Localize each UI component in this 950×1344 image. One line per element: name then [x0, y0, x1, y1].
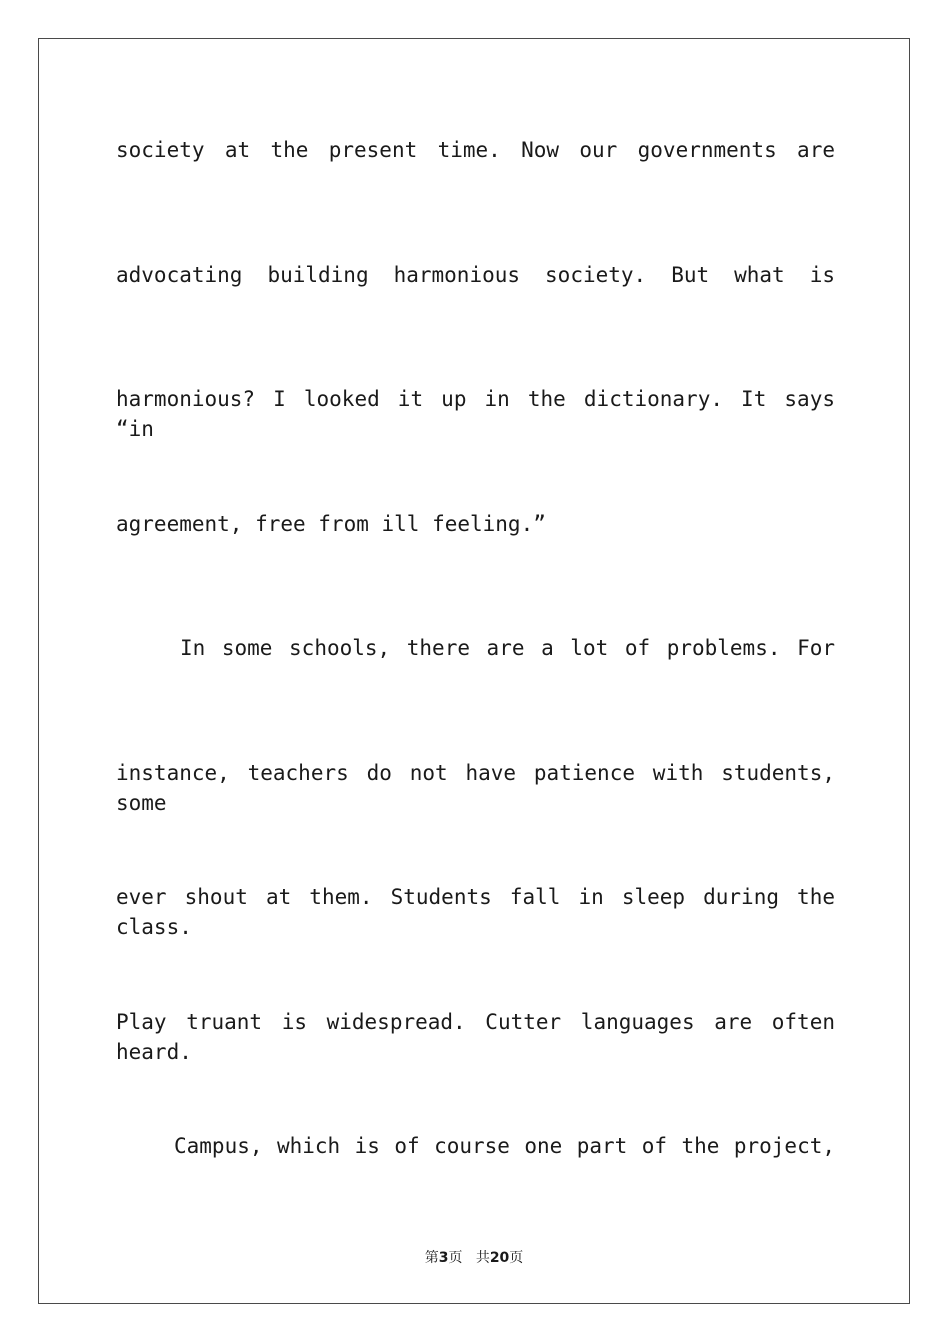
text-line-4: agreement, free from ill feeling.” — [116, 511, 546, 536]
document-body — [116, 135, 835, 1256]
page-footer — [39, 1247, 909, 1267]
text-line-3: harmonious? I looked it up in the dictionary. It says “in — [116, 387, 835, 441]
text-line-6: instance, teachers do not have patience with students, some — [116, 760, 835, 815]
text-line-5: In some schools, there are a lot of problems. For — [180, 636, 835, 660]
footer-page-suffix: 页 — [448, 1250, 463, 1266]
text-line-8: Play truant is widespread. Cutter languages are often heard. — [116, 1009, 835, 1064]
text-line-9: Campus, which is of course one part of the project, — [174, 1134, 835, 1158]
footer-total-prefix: 共 — [475, 1250, 490, 1266]
total-pages-number: 20 — [489, 1250, 510, 1266]
document-page — [38, 38, 910, 1304]
current-page-number: 3 — [438, 1250, 449, 1266]
text-line-2: advocating building harmonious society. But what is — [116, 262, 835, 287]
footer-prefix: 第 — [424, 1250, 439, 1266]
text-line-7: ever shout at them. Students fall in sleep during the class. — [116, 885, 835, 939]
text-line-1: society at the present time. Now our governments are — [116, 138, 835, 162]
footer-total-suffix: 页 — [509, 1250, 524, 1266]
